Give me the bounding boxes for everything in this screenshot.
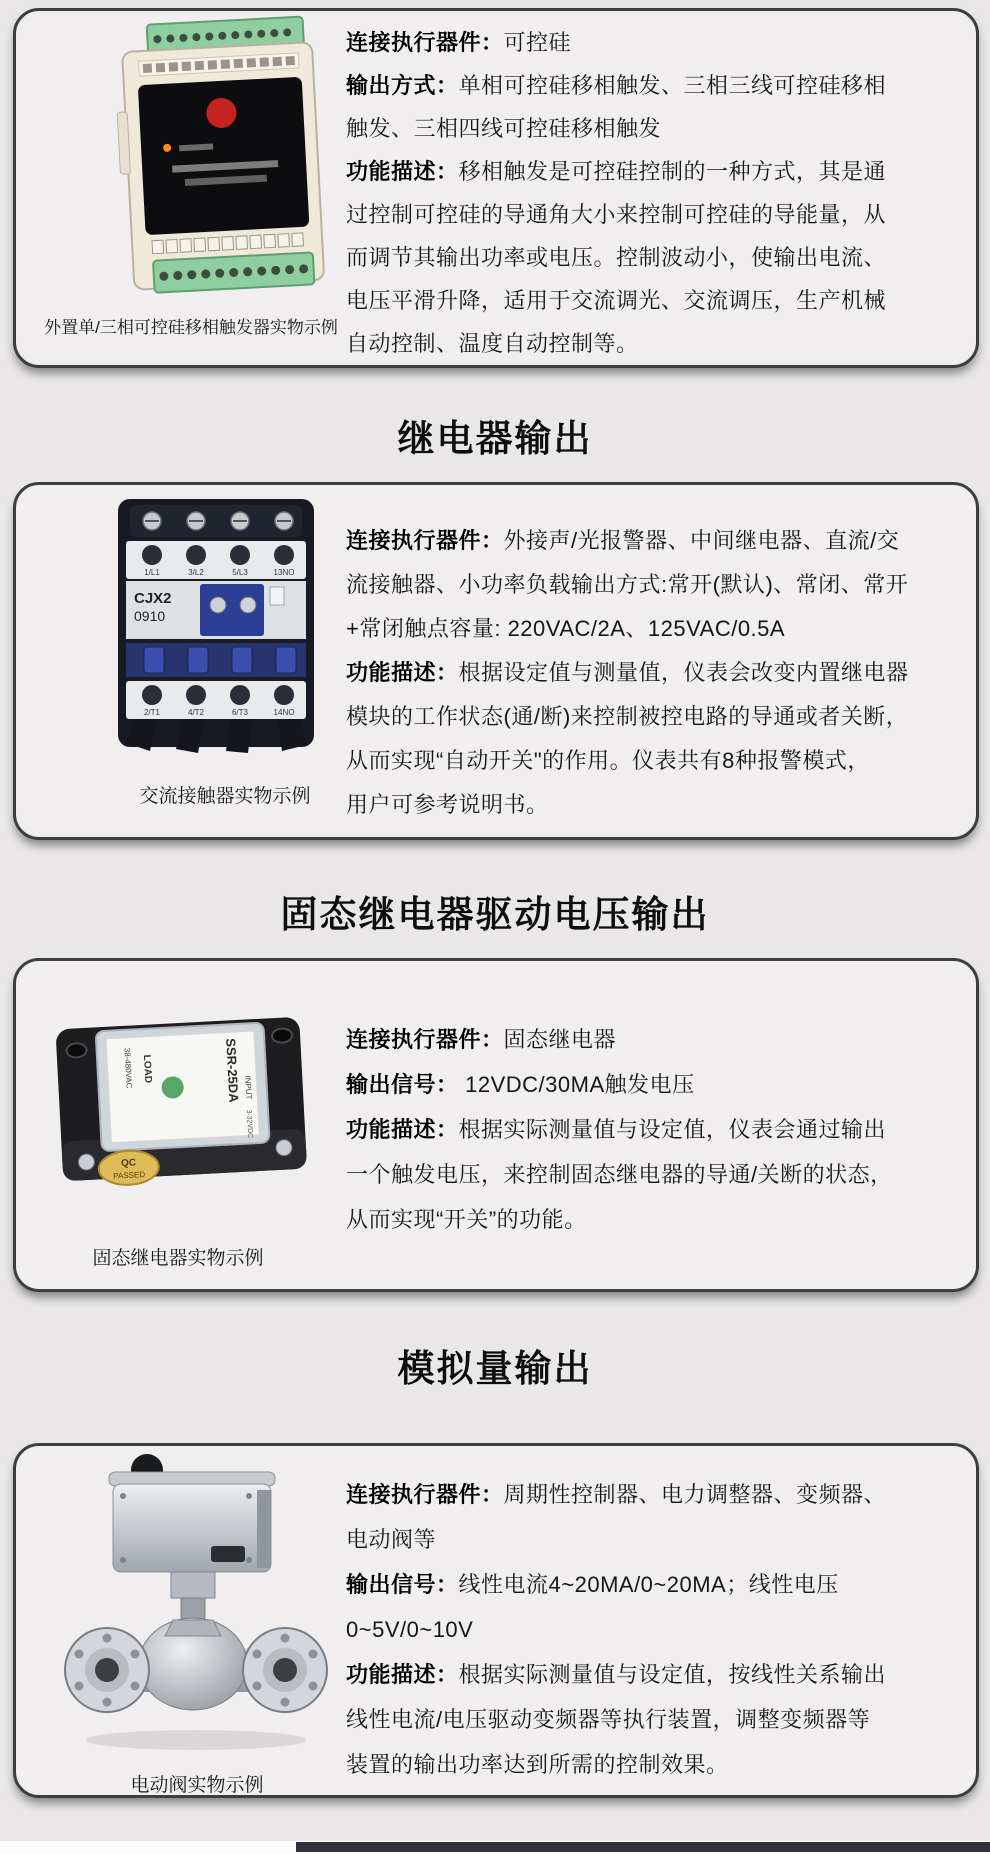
svg-text:QC: QC: [120, 1157, 137, 1170]
photo-caption: 固态继电器实物示例: [92, 1248, 264, 1269]
card-text: 连接执行器件：可控硅 输出方式：单相可控硅移相触发、三相三线可控硅移相 触发、三相四线可控硅移相触发 功能描述：移相触发是可控硅控制的一种方式，其是通 过控制可控硅的导通角大小来控制可控硅的导能量，从 而调节其输出功率或电压。控制波动小，使输出电流、 电压平滑升降，适用于交流调光、交流调压，生产机械 自动控制、温度自动控制等。: [346, 30, 887, 356]
thyristor-trigger-image: [102, 15, 342, 316]
ac-contactor-image: [96, 493, 336, 766]
photo-caption: 电动阀实物示例: [130, 1775, 264, 1796]
svg-text:LOAD: LOAD: [140, 1054, 154, 1084]
svg-text:5/L3: 5/L3: [232, 568, 248, 577]
card-text: 连接执行器件：固态继电器 输出信号： 12VDC/30MA触发电压 功能描述：根据实际测量值与设定值，仪表会通过输出 一个触发电压，来控制固态继电器的导通/关断的状态， 从而实现“开关”的功能。: [346, 1027, 893, 1232]
section-heading-ssr-output: 固态继电器驱动电压输出: [280, 894, 710, 935]
ssr-image: [41, 987, 321, 1206]
section-heading-relay-output: 继电器输出: [397, 418, 593, 459]
svg-text:6/T3: 6/T3: [231, 708, 249, 717]
card-thyristor-trigger: [13, 8, 979, 368]
svg-text:PASSED: PASSED: [113, 1169, 146, 1181]
photo-caption: 交流接触器实物示例: [139, 786, 311, 807]
svg-text:4/T2: 4/T2: [187, 708, 205, 717]
svg-text:3/L2: 3/L2: [188, 568, 204, 577]
svg-text:13NO: 13NO: [273, 568, 295, 577]
card-relay-output: [13, 482, 979, 840]
svg-text:2/T1: 2/T1: [143, 708, 161, 717]
svg-text:3-32VDC: 3-32VDC: [244, 1109, 254, 1139]
card-text: 连接执行器件：周期性控制器、电力调整器、变频器、 电动阀等 输出信号：线性电流4~20MA/0~20MA；线性电压 0~5V/0~10V 功能描述：根据实际测量值与设定值，按线性关系输出 线性电流/电压驱动变频器等执行装置，调整变频器等 装置的输出功率达到所需的控制效果。: [346, 1482, 887, 1777]
photo-caption: 外置单/三相可控硅移相触发器实物示例: [44, 318, 338, 337]
card-ssr-output: [13, 958, 979, 1292]
svg-text:CJX2: CJX2: [134, 590, 172, 607]
svg-text:1/L1: 1/L1: [144, 568, 160, 577]
section-heading-analog-output: 模拟量输出: [397, 1348, 593, 1389]
card-analog-output: [13, 1443, 979, 1798]
svg-text:0910: 0910: [134, 608, 166, 624]
svg-text:INPUT: INPUT: [243, 1075, 254, 1100]
svg-text:38-480VAC: 38-480VAC: [122, 1047, 134, 1089]
svg-text:SSR-25DA: SSR-25DA: [223, 1037, 242, 1103]
next-image-edge: [296, 1842, 990, 1852]
svg-text:14NO: 14NO: [273, 708, 295, 717]
card-text: 连接执行器件：外接声/光报警器、中间继电器、直流/交 流接触器、小功率负载输出方式:常开(默认)、常闭、常开 +常闭触点容量: 220VAC/2A、125VAC/0.5A 功能描述：根据设定值与测量值，仪表会改变内置继电器 模块的工作状态(通/断)来控制被控电路的导通或者关断， 从而实现“自动开关"的作用。仪表共有8种报警模式， 用户可参考说明书。: [346, 528, 909, 817]
electric-valve-image: [61, 1450, 331, 1773]
